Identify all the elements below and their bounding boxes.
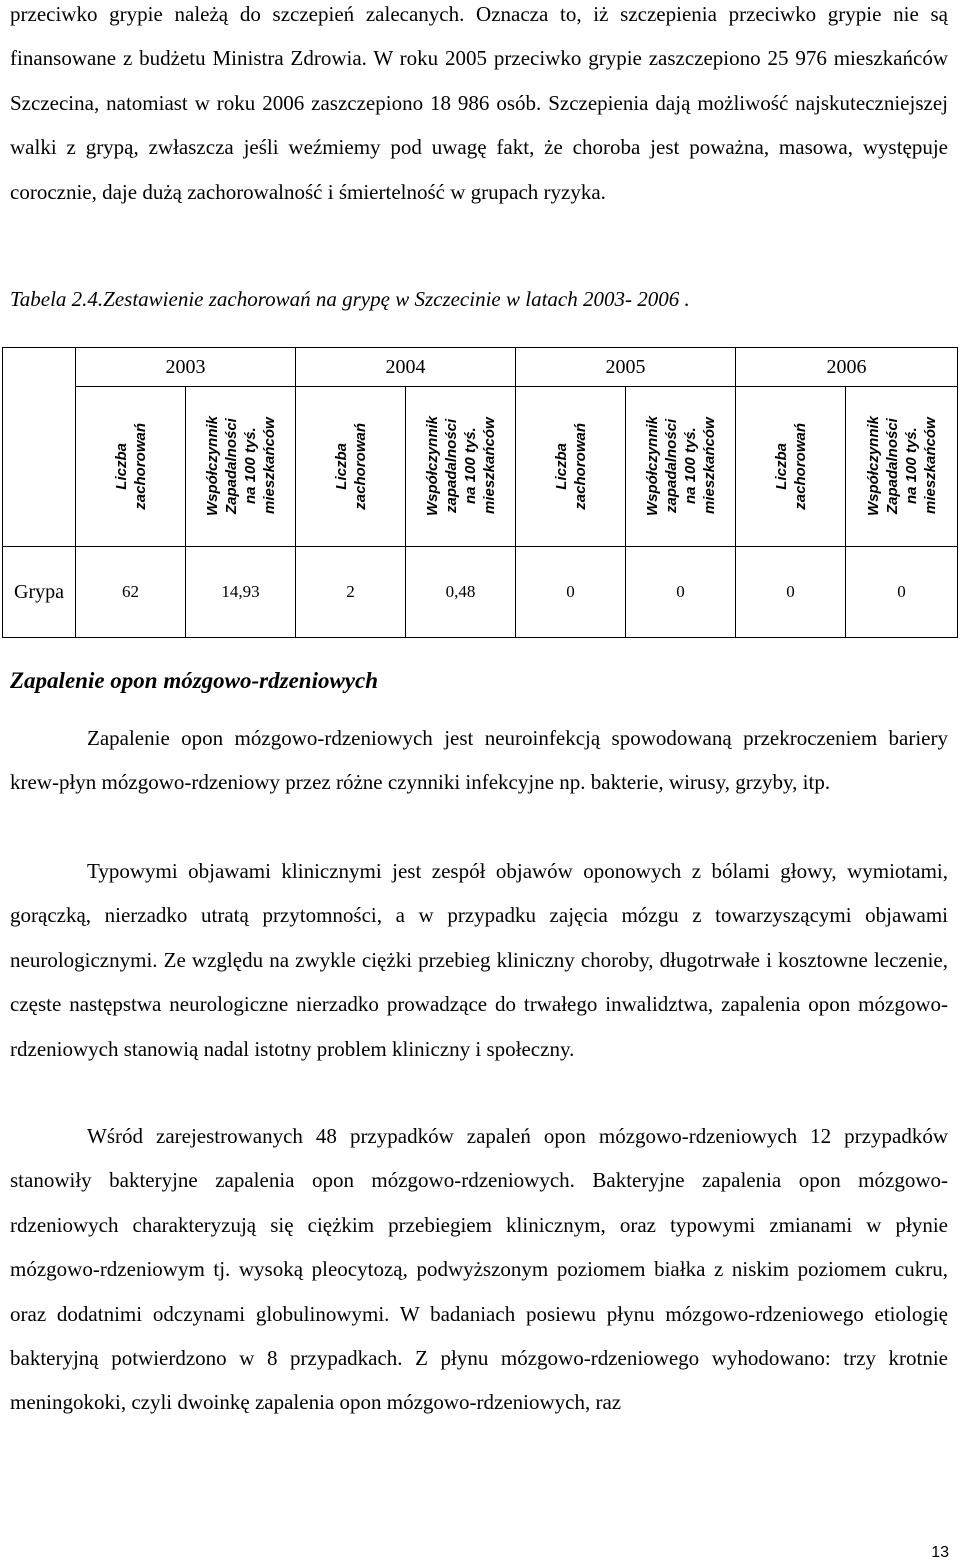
flu-cases-table	[2, 347, 958, 638]
column-header	[406, 387, 516, 547]
table-cell: 2	[296, 547, 406, 638]
table-cell: 0	[626, 547, 736, 638]
column-header	[296, 387, 406, 547]
column-header	[516, 387, 626, 547]
table-corner-cell	[3, 348, 76, 547]
column-header-label: Liczba zachorowań	[552, 423, 589, 510]
year-header: 2005	[516, 348, 736, 387]
column-header-label: Współczynnik zapadalności na 100 tyś. mieszkańców	[423, 416, 498, 517]
table-subheader-row	[3, 387, 958, 547]
table-caption: Tabela 2.4.Zestawienie zachorowań na grypę w Szczecinie w latach 2003- 2006 .	[10, 287, 690, 311]
column-header	[186, 387, 296, 547]
table-cell: 0	[736, 547, 846, 638]
table-cell: 0,48	[406, 547, 516, 638]
year-header: 2004	[296, 348, 516, 387]
row-label: Grypa	[3, 547, 76, 638]
table-row	[3, 547, 958, 638]
column-header-label: Współczynnik Zapadalności na 100 tyś. mieszkańców	[203, 416, 278, 517]
column-header	[76, 387, 186, 547]
section-heading: Zapalenie opon mózgowo-rdzeniowych	[10, 668, 379, 693]
page-number: 13	[931, 1544, 949, 1561]
column-header	[626, 387, 736, 547]
column-header-label: Współczynnik Zapadalności na 100 tyś. mieszkańców	[864, 416, 939, 517]
table-cell: 0	[846, 547, 958, 638]
body-paragraph: Zapalenie opon mózgowo-rdzeniowych jest neuroinfekcją spowodowaną przekroczeniem bariery krew-płyn mózgowo-rdzeniowy przez różne czynniki infekcyjne np. bakterie, wirusy, grzyby, itp.	[10, 726, 948, 795]
table-cell: 62	[76, 547, 186, 638]
table-cell: 0	[516, 547, 626, 638]
column-header	[846, 387, 958, 547]
year-header: 2003	[76, 348, 296, 387]
column-header-label: Liczba zachorowań	[332, 423, 369, 510]
body-paragraph: Wśród zarejestrowanych 48 przypadków zapaleń opon mózgowo-rdzeniowych 12 przypadków stanowiły bakteryjne zapalenia opon mózgowo-rdzeniowych. Bakteryjne zapalenia opon mózgowo-rdzeniowych charakteryzują się ciężkim przebiegiem klinicznym, oraz typowymi zmianami w płynie mózgowo-rdzeniowym tj. wysoką pleocytozą, podwyższonym poziomem białka z niskim poziomem cukru, oraz dodatnimi odczynami globulinowymi. W badaniach posiewu płynu mózgowo-rdzeniowego etiologię bakteryjną potwierdzono w 8 przypadkach. Z płynu mózgowo-rdzeniowego wyhodowano: trzy krotnie meningokoki, czyli dwoinkę zapalenia opon mózgowo-rdzeniowych, raz	[10, 1124, 948, 1415]
column-header-label: Liczba zachorowań	[772, 423, 809, 510]
body-paragraph: Typowymi objawami klinicznymi jest zespół objawów oponowych z bólami głowy, wymiotami, gorączką, nierzadko utratą przytomności, a w przypadku zajęcia mózgu z towarzyszącymi objawami neurologicznymi. Ze względu na zwykle ciężki przebieg kliniczny choroby, długotrwałe i kosztowne leczenie, częste następstwa neurologiczne nierzadko prowadzące do trwałego inwalidztwa, zapalenia opon mózgowo-rdzeniowych stanowią nadal istotny problem kliniczny i społeczny.	[10, 859, 948, 1061]
table-header-row	[3, 348, 958, 387]
year-header: 2006	[736, 348, 958, 387]
column-header	[736, 387, 846, 547]
column-header-label: Współczynnik zapadalności na 100 tyś. mieszkańców	[643, 416, 718, 517]
table-cell: 14,93	[186, 547, 296, 638]
intro-paragraph: przeciwko grypie należą do szczepień zalecanych. Oznacza to, iż szczepienia przeciwko grypie nie są finansowane z budżetu Ministra Zdrowia. W roku 2005 przeciwko grypie zaszczepiono 25 976 mieszkańców Szczecina, natomiast w roku 2006 zaszczepiono 18 986 osób. Szczepienia dają możliwość najskuteczniejszej walki z grypą, zwłaszcza jeśli weźmiemy pod uwagę fakt, że choroba jest poważna, masowa, występuje corocznie, daje dużą zachorowalność i śmiertelność w grupach ryzyka.	[10, 2, 948, 204]
column-header-label: Liczba zachorowań	[112, 423, 149, 510]
